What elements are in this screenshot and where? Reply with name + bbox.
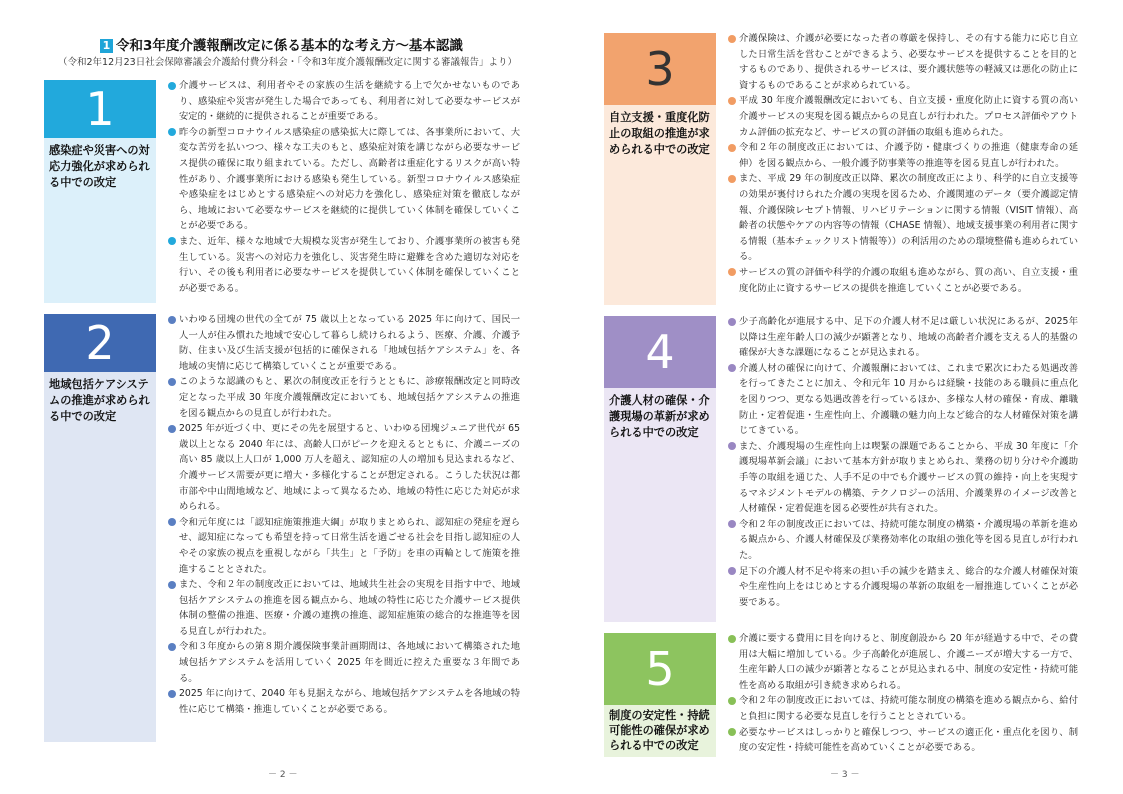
section-2-number: 2 <box>44 314 156 372</box>
section-3 <box>604 33 1078 305</box>
section-4 <box>604 316 1078 622</box>
section-3-number: 3 <box>604 33 716 105</box>
bullet-item: 令和元年度には「認知症施策推進大綱」が取りまとめられ、認知症の発症を遅らせ、認知症になっても希望を持って日常生活を過ごせる社会を目指し認知症の人やその家族の視点を重視しながら「共生」と「予防」を車の両輪として施策を推進することとされた。 <box>168 515 520 577</box>
section-5-label: 制度の安定性・持続可能性の確保が求められる中での改定 <box>609 709 710 752</box>
bullet-item: 平成 30 年度介護報酬改定においても、自立支援・重度化防止に資する質の高い介護サービスの実現を図る観点からの見直しが行われた。プロセス評価やアウトカム評価の拡充など、サービスの質の評価の取組も進められた。 <box>728 93 1078 140</box>
title-text: 令和3年度介護報酬改定に係る基本的な考え方〜基本認識 <box>116 38 463 54</box>
page-title <box>100 34 520 54</box>
bullet-item: 必要なサービスはしっかりと確保しつつ、サービスの適正化・重点化を図り、制度の安定性・持続可能性を高めていくことが必要である。 <box>728 725 1078 756</box>
bullet-item: また、介護現場の生産性向上は喫緊の課題であることから、平成 30 年度に「介護現場革新会議」において基本方針が取りまとめられ、業務の切り分けや介護助手等の取組を通じた、人手不足の中でも介護サービスの質の維持・向上を実現するマネジメントモデルの構築、テクノロジーの活用、介護業界のイメージ改善と人材確保・定着促進を図る必要性が共有された。 <box>728 439 1078 517</box>
section-2 <box>44 314 520 742</box>
right-page <box>562 0 1123 794</box>
bullet-item: 2025 年が近づく中、更にその先を展望すると、いわゆる団塊ジュニア世代が 65 歳以上となる 2040 年には、高齢人口がピークを迎えるとともに、介護ニーズの高い 85 歳以上人口が 1,000 万人を超え、認知症の人の増加も見込まれるなど、介護サービス需要が更に増大・多様化することが想定される。こうした状況は都市部や中山間地域など、地域によって異なるため、地域の特性に応じた対応が求められる。 <box>168 421 520 515</box>
bullet-item: このような認識のもと、累次の制度改正を行うとともに、診療報酬改定と同時改定となった平成 30 年度介護報酬改定においても、地域包括ケアシステムの推進を図る観点からの見直しが行われた。 <box>168 374 520 421</box>
bullet-item: 令和３年度からの第８期介護保険事業計画期間は、各地域において構築された地域包括ケアシステムを活用していく 2025 年を間近に控えた重要な３年間である。 <box>168 639 520 686</box>
section-4-panel <box>604 316 716 622</box>
section-3-label: 自立支援・重度化防止の取組の推進が求められる中での改定 <box>609 111 710 156</box>
section-1-bullets <box>168 78 520 296</box>
page-subtitle: （令和2年12月23日社会保障審議会介護給付費分科会・「令和3年度介護報酬改定に関する審議報告」より） <box>58 57 518 68</box>
section-4-bullets <box>728 314 1078 610</box>
bullet-item: 令和２年の制度改正においては、持続可能な制度の構築を進める観点から、給付と負担に関する必要な見直しを行うこととされている。 <box>728 693 1078 724</box>
section-2-label: 地域包括ケアシステムの推進が求められる中での改定 <box>49 378 150 423</box>
section-4-number: 4 <box>604 316 716 388</box>
section-1-label: 感染症や災害への対応力強化が求められる中での改定 <box>49 144 150 189</box>
section-1 <box>44 80 520 303</box>
bullet-item: 2025 年に向けて、2040 年も見据えながら、地域包括ケアシステムを各地域の特性に応じて構築・推進していくことが必要である。 <box>168 686 520 717</box>
bullet-item: 少子高齢化が進展する中、足下の介護人材不足は厳しい状況にあるが、2025年以降は生産年齢人口の減少が顕著となり、地域の高齢者介護を支える人的基盤の確保が大きな課題になることが見込まれる。 <box>728 314 1078 361</box>
bullet-item: 介護に要する費用に目を向けると、制度創設から 20 年が経過する中で、その費用は大幅に増加している。少子高齢化が進展し、介護ニーズが増大する一方で、生産年齢人口の減少が顕著となることが見込まれる中、制度の安定性・持続可能性を高める取組が引き続き求められる。 <box>728 631 1078 693</box>
bullet-item: サービスの質の評価や科学的介護の取組も進めながら、質の高い、自立支援・重度化防止に資するサービスの提供を推進していくことが必要である。 <box>728 265 1078 296</box>
bullet-item: 昨今の新型コロナウイルス感染症の感染拡大に際しては、各事業所において、大変な苦労を払いつつ、様々な工夫のもと、感染症対策を講じながら必要なサービス提供の確保に取り組まれている。ただし、高齢者は重症化するリスクが高い特性があり、介護事業所における感染も発生している。新型コロナウイルス感染症や感染症をはじめとする感染症への対応力を強化し、感染症対策を徹底しながら、地域において必要なサービスを継続的に提供していく体制を確保していくことが必要である。 <box>168 125 520 234</box>
section-5-number: 5 <box>604 633 716 705</box>
page-number: － 3 － <box>830 770 860 780</box>
bullet-item: いわゆる団塊の世代の全てが 75 歳以上となっている 2025 年に向けて、国民一人一人が住み慣れた地域で安心して暮らし続けられるよう、医療、介護、介護予防、住まい及び生活支援が包括的に確保される「地域包括ケアシステム」を、各地域の実情に応じて構築していくことが重要である。 <box>168 312 520 374</box>
section-5-bullets <box>728 631 1078 756</box>
section-5-panel <box>604 633 716 757</box>
bullet-item: また、令和２年の制度改正においては、地域共生社会の実現を目指す中で、地域包括ケアシステムの推進を図る観点から、地域の特性に応じた介護サービス提供体制の整備の推進、医療・介護の連携の推進、認知症施策の総合的な推進等を図る見直しが行われた。 <box>168 577 520 639</box>
section-1-number: 1 <box>44 80 156 138</box>
bullet-item: 介護サービスは、利用者やその家族の生活を継続する上で欠かせないものであり、感染症や災害が発生した場合であっても、利用者に対して必要なサービスが安定的・継続的に提供されることが重要である。 <box>168 78 520 125</box>
section-2-bullets <box>168 312 520 717</box>
section-5 <box>604 633 1078 757</box>
section-2-panel <box>44 314 156 742</box>
bullet-item: 介護人材の確保に向けて、介護報酬においては、これまで累次にわたる処遇改善を行ってきたことに加え、令和元年 10 月からは経験・技能のある職員に重点化を図りつつ、更なる処遇改善を行っているほか、多様な人材の確保・育成、離職防止・定着促進・生産性向上、介護職の魅力向上など総合的な人材確保対策を講じてきている。 <box>728 361 1078 439</box>
bullet-item: また、平成 29 年の制度改正以降、累次の制度改正により、科学的に自立支援等の効果が裏付けられた介護の実現を図るため、介護関連のデータ（要介護認定情報、介護保険レセプト情報、リハビリテーションに関する情報（VISIT 情報）、高齢者の状態やケアの内容等の情報（CHASE 情報）、地域支援事業の利用者に関する情報（基本チェックリスト情報等））の利活用のための環境整備も進められている。 <box>728 171 1078 265</box>
page-number: － 2 － <box>268 770 298 780</box>
title-number-badge: 1 <box>100 39 113 53</box>
section-1-panel <box>44 80 156 303</box>
bullet-item: 令和２年の制度改正においては、介護予防・健康づくりの推進（健康寿命の延伸）を図る観点から、一般介護予防事業等の推進等を図る見直しが行われた。 <box>728 140 1078 171</box>
section-3-panel <box>604 33 716 305</box>
section-4-label: 介護人材の確保・介護現場の革新が求められる中での改定 <box>609 394 710 439</box>
section-3-bullets <box>728 31 1078 296</box>
bullet-item: 介護保険は、介護が必要になった者の尊厳を保持し、その有する能力に応じ自立した日常生活を営むことができるよう、必要なサービスを提供することを目的とするものであり、提供されるサービスは、要介護状態等の軽減又は悪化の防止に資するものであることが求められている。 <box>728 31 1078 93</box>
bullet-item: 令和２年の制度改正においては、持続可能な制度の構築・介護現場の革新を進める観点から、介護人材確保及び業務効率化の取組の強化等を図る見直しが行われた。 <box>728 517 1078 564</box>
bullet-item: また、近年、様々な地域で大規模な災害が発生しており、介護事業所の被害も発生している。災害への対応力を強化し、災害発生時に避難を含めた適切な対応を行い、その後も利用者に必要なサービスを提供していく体制を確保していくことが必要である。 <box>168 234 520 296</box>
bullet-item: 足下の介護人材不足や将来の担い手の減少を踏まえ、総合的な介護人材確保対策や生産性向上をはじめとする介護現場の革新の取組を一層推進していくことが必要である。 <box>728 564 1078 611</box>
